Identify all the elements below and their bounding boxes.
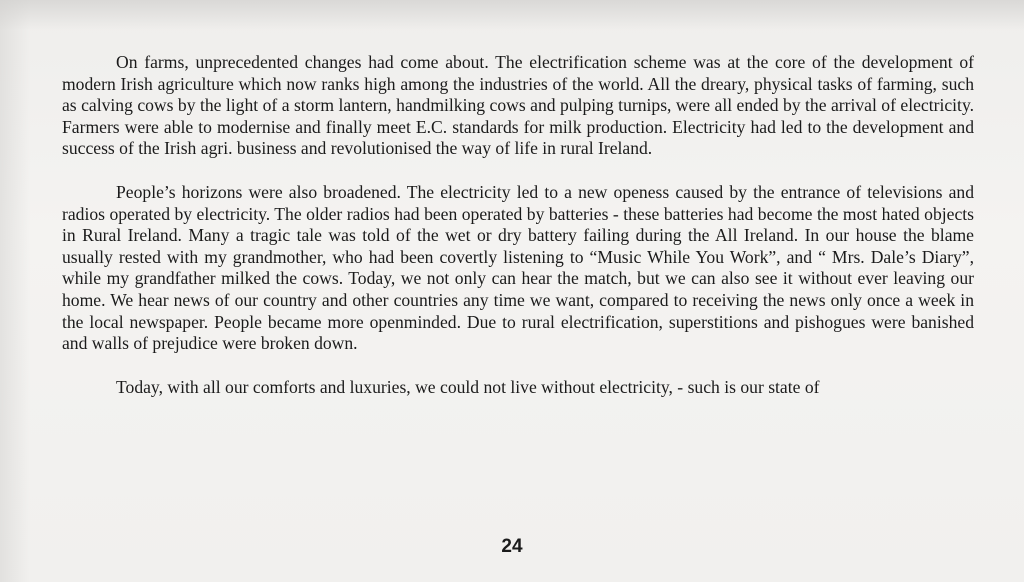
paragraph-today: Today, with all our comforts and luxuries, we could not live without electricity, - such is our state of [116, 376, 820, 397]
paragraph-farms: On farms, unprecedented changes had come about. The electrification scheme was at the core of the development of modern Irish agriculture which now ranks high among the industries of the world. All the dreary, physical tasks of farming, such as calving cows by the light of a storm lantern, handmilking cows and pulping turnips, were all ended by the arrival of electricity. Farmers were able to modernise and finally meet E.C. standards for milk production. Electricity had led to the development and success of the Irish agri. business and revolutionised the way of life in rural Ireland. [62, 52, 974, 159]
body-text [62, 52, 974, 398]
paragraph-horizons: People’s horizons were also broadened. The electricity led to a new openess caused by the entrance of televisions and radios operated by electricity. The older radios had been operated by batteries - these batteries had become the most hated objects in Rural Ireland. Many a tragic tale was told of the wet or dry battery failing during the All Ireland. In our house the blame usually rested with my grandmother, who had been covertly listening to “Music While You Work”, and “ Mrs. Dale’s Diary”, while my grandfather milked the cows. Today, we not only can hear the match, but we can also see it without ever leaving our home. We hear news of our country and other countries any time we want, compared to receiving the news only once a week in the local newspaper. People became more openminded. Due to rural electrification, superstitions and pishogues were banished and walls of prejudice were broken down. [62, 181, 974, 354]
scan-shadow-left [0, 0, 30, 582]
page-number: 24 [501, 536, 523, 557]
scan-shadow-top [0, 0, 1024, 30]
